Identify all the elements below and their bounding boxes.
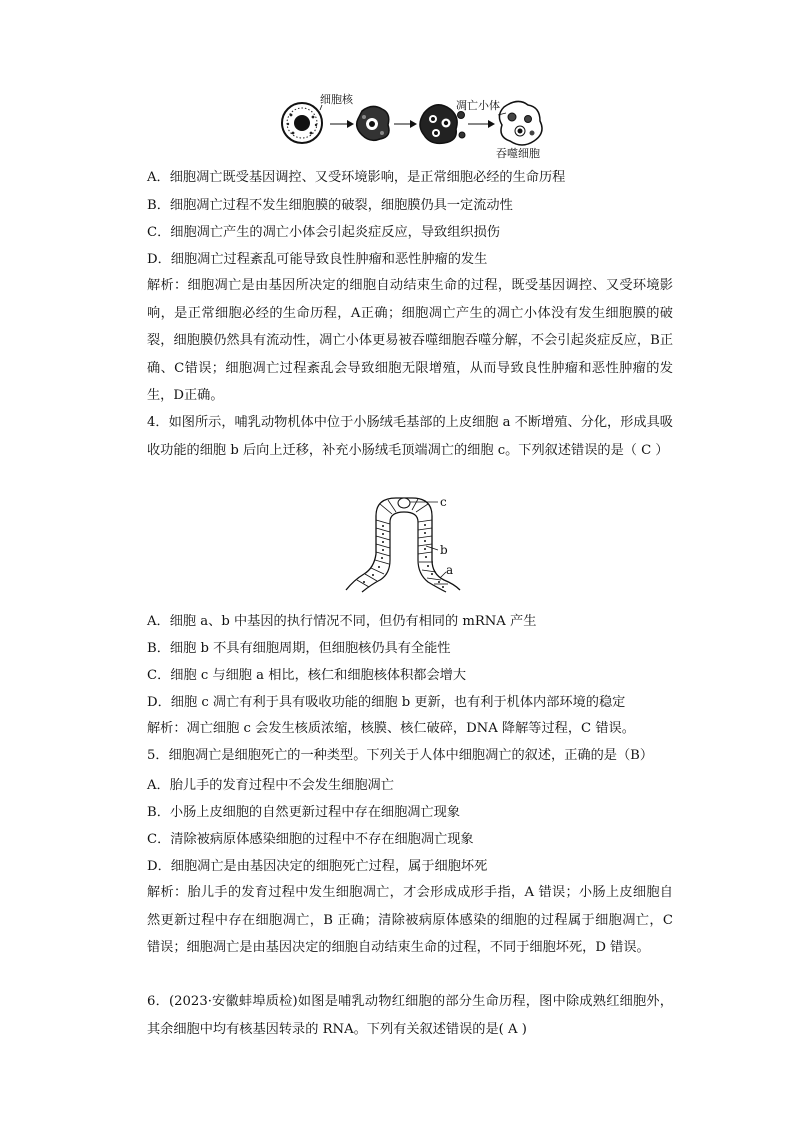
- q5-option-d: D．细胞凋亡是由基因决定的细胞死亡过程，属于细胞坏死: [147, 859, 488, 874]
- q3-analysis: 解析：细胞凋亡是由基因所决定的细胞自动结束生命的过程，既受基因调控、又受环境影响，是正常细胞必经的生命历程，A正确；细胞凋亡产生的凋亡小体没有发生细胞膜的破裂，细胞膜仍然具有流动性，凋亡小体更易被吞噬细胞吞噬分解，不会引起炎症反应，B正确、C错误；细胞凋亡过程紊乱会导致细胞无限增殖，从而导致良性肿瘤和恶性肿瘤的发生，D正确。: [147, 278, 673, 403]
- q4-option-c: C．细胞 c 与细胞 a 相比，核仁和细胞核体积都会增大: [147, 668, 467, 683]
- q5-stem: 5．细胞凋亡是细胞死亡的一种类型。下列关于人体中细胞凋亡的叙述，正确的是（B）: [147, 748, 654, 763]
- q5-option-b: B．小肠上皮细胞的自然更新过程中存在细胞凋亡现象: [147, 805, 461, 820]
- shrinking-cell: [357, 106, 389, 140]
- q3-option-b: B．细胞凋亡过程不发生细胞膜的破裂，细胞膜仍具一定流动性: [147, 198, 513, 213]
- intestinal-villus-figure: [342, 494, 470, 596]
- label-a: a: [446, 563, 454, 577]
- q4-option-a: A．细胞 a、b 中基因的执行情况不同，但仍有相同的 mRNA 产生: [147, 614, 537, 629]
- q4-option-b: B．细胞 b 不具有细胞周期，但细胞核仍具有全能性: [147, 641, 451, 656]
- label-nucleus: 细胞核: [320, 93, 353, 106]
- label-b: b: [440, 543, 448, 557]
- label-c: c: [440, 495, 447, 509]
- q5-option-c: C．清除被病原体感染细胞的过程中不存在细胞凋亡现象: [147, 832, 474, 847]
- q5-option-a: A．胎儿手的发育过程中不会发生细胞凋亡: [147, 778, 394, 793]
- normal-cell: [282, 103, 322, 143]
- apoptosis-figure: [276, 93, 556, 161]
- q3-option-a: A．细胞凋亡既受基因调控、又受环境影响，是正常细胞必经的生命历程: [147, 170, 566, 185]
- q4-analysis: 解析：凋亡细胞 c 会发生核质浓缩，核膜、核仁破碎，DNA 降解等过程，C 错误。: [147, 721, 635, 736]
- label-phagocyte: 吞噬细胞: [496, 147, 540, 160]
- q3-option-c: C．细胞凋亡产生的凋亡小体会引起炎症反应，导致组织损伤: [147, 225, 500, 240]
- q3-option-d: D．细胞凋亡过程紊乱可能导致良性肿瘤和恶性肿瘤的发生: [147, 252, 488, 267]
- q4-stem: 4．如图所示，哺乳动物机体中位于小肠绒毛基部的上皮细胞 a 不断增殖、分化，形成具吸收功能的细胞 b 后向上迁移，补充小肠绒毛顶端凋亡的细胞 c。下列叙述错误的是（ C ）: [147, 415, 673, 458]
- phagocyte-cell: [499, 101, 542, 145]
- q5-analysis: 解析：胎儿手的发育过程中发生细胞凋亡，才会形成成形手指，A 错误；小肠上皮细胞自然更新过程中存在细胞凋亡，B 正确；清除被病原体感染的细胞的过程属于细胞凋亡，C 错误；细胞凋亡是由基因决定的细胞自动结束生命的过程，不同于细胞坏死，D 错误。: [147, 885, 673, 955]
- label-apoptotic-body: 凋亡小体: [456, 99, 500, 112]
- q4-option-d: D．细胞 c 凋亡有利于具有吸收功能的细胞 b 更新，也有利于机体内部环境的稳定: [147, 695, 626, 710]
- q6-stem: 6．(2023·安徽蚌埠质检)如图是哺乳动物红细胞的部分生命历程，图中除成熟红细胞外，其余细胞中均有核基因转录的 RNA。下列有关叙述错误的是( A ): [147, 994, 673, 1037]
